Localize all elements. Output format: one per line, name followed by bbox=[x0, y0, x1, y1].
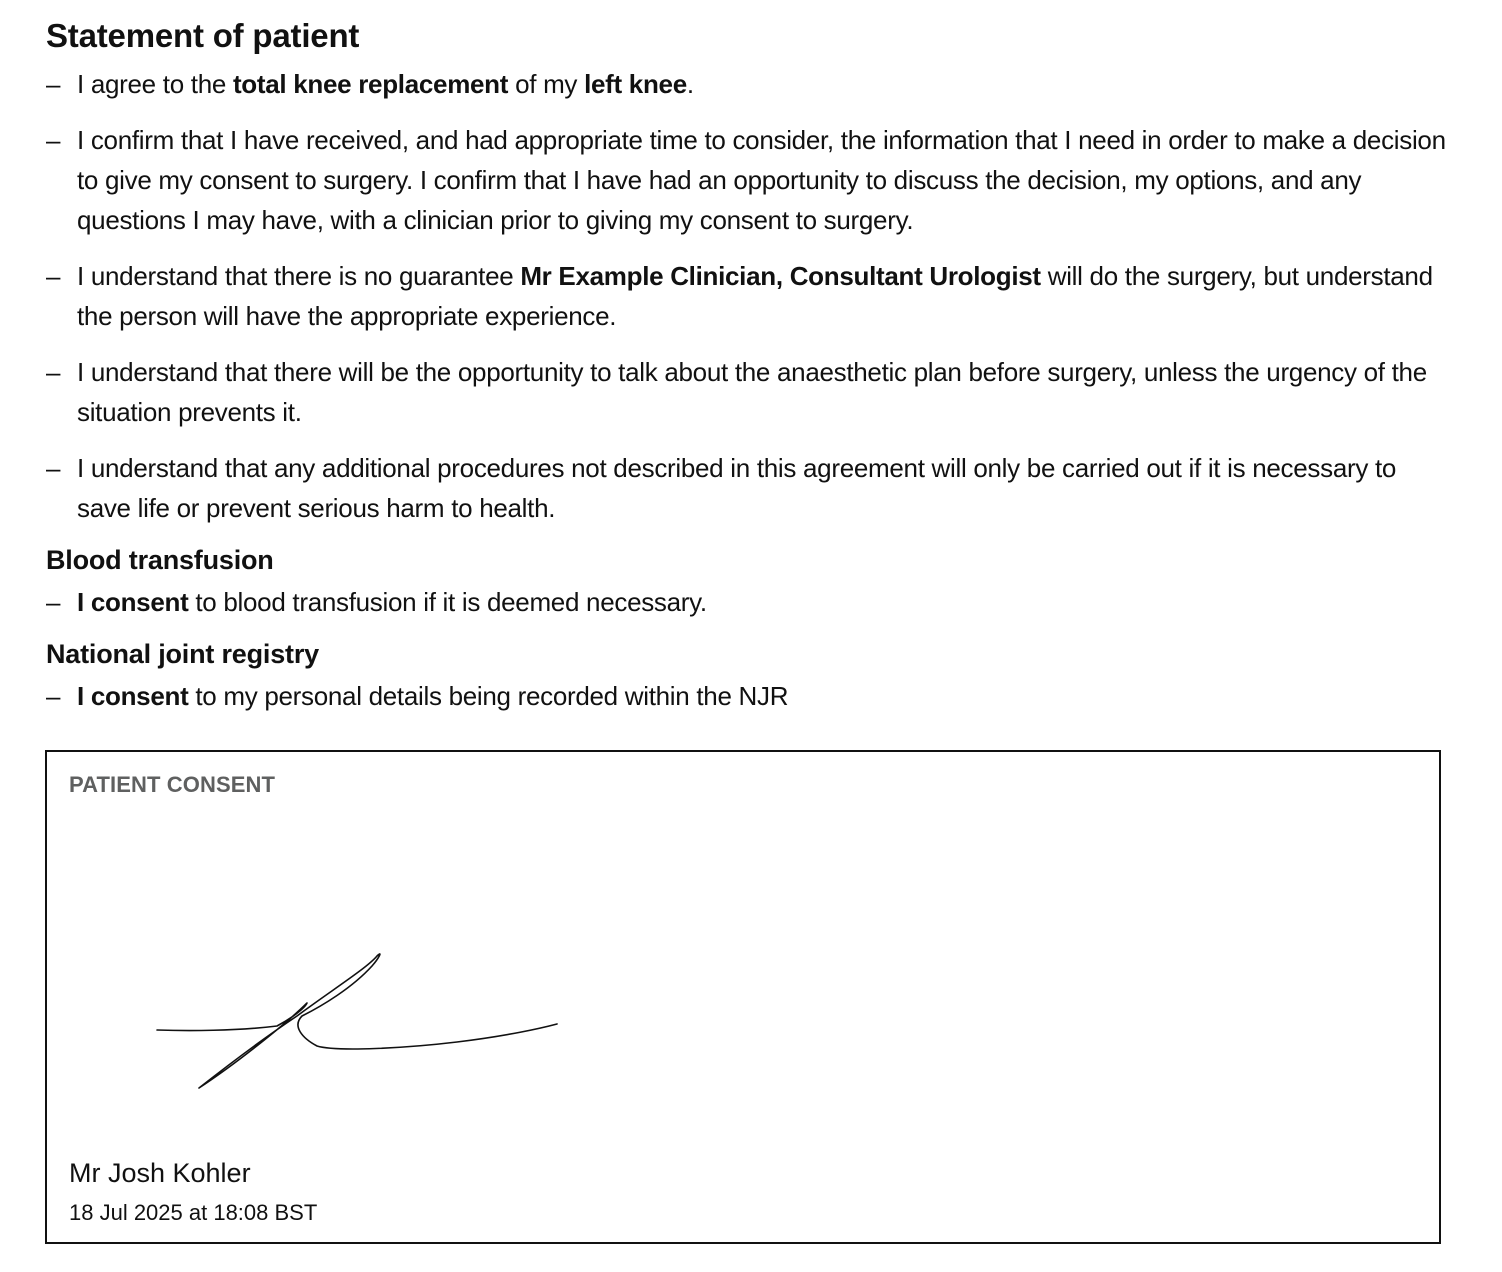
list-dash: – bbox=[46, 681, 61, 711]
list-dash: – bbox=[46, 69, 61, 99]
patient-consent-label: PATIENT CONSENT bbox=[69, 772, 276, 797]
statement-text: to my personal details being recorded within the NJR bbox=[188, 681, 789, 711]
statement-item-additional-procedures bbox=[46, 448, 1446, 528]
list-dash: – bbox=[46, 261, 61, 291]
consent-document bbox=[46, 14, 1446, 730]
njr-item bbox=[46, 676, 1446, 716]
statement-text: to blood transfusion if it is deemed necessary. bbox=[188, 587, 707, 617]
statement-item-clinician bbox=[46, 256, 1446, 336]
consent-emphasis: I consent bbox=[77, 681, 189, 711]
statement-title: Statement of patient bbox=[46, 17, 360, 54]
statement-text: will do the surgery, but understand the person will have the appropriate experience. bbox=[77, 261, 1433, 331]
statement-text: I understand that there is no guarantee bbox=[77, 261, 521, 291]
statement-text: I understand that any additional procedures not described in this agreement will only be carried out if it is necessary to save life or prevent serious harm to health. bbox=[77, 453, 1397, 523]
statement-text: . bbox=[686, 69, 694, 99]
list-dash: – bbox=[46, 453, 61, 483]
blood-transfusion-item bbox=[46, 582, 1446, 622]
patient-consent-box bbox=[45, 750, 1441, 1244]
list-dash: – bbox=[46, 125, 61, 155]
blood-transfusion-title: Blood transfusion bbox=[46, 545, 274, 575]
blood-transfusion-list bbox=[46, 582, 1446, 622]
procedure-site: left knee bbox=[584, 69, 687, 99]
statement-item-anaesthetic bbox=[46, 352, 1446, 432]
signer-name: Mr Josh Kohler bbox=[69, 1158, 251, 1188]
statement-list bbox=[46, 64, 1446, 528]
njr-list bbox=[46, 676, 1446, 716]
consent-emphasis: I consent bbox=[77, 587, 189, 617]
signature-image bbox=[147, 948, 567, 1098]
statement-item-procedure bbox=[46, 64, 1446, 104]
procedure-name: total knee replacement bbox=[232, 69, 509, 99]
statement-text: I agree to the bbox=[77, 69, 233, 99]
statement-text: I confirm that I have received, and had appropriate time to consider, the information that I need in order to make a decision to give my consent to surgery. I confirm that I have had an opportunity to discuss the decision, my options, and any questions I may have, with a clinician prior to giving my consent to surgery. bbox=[77, 125, 1446, 235]
statement-text: of my bbox=[508, 69, 585, 99]
njr-title: National joint registry bbox=[46, 639, 319, 669]
statement-item-information bbox=[46, 120, 1446, 240]
signed-timestamp: 18 Jul 2025 at 18:08 BST bbox=[69, 1200, 318, 1225]
clinician-name: Mr Example Clinician, Consultant Urologist bbox=[520, 261, 1041, 291]
statement-text: I understand that there will be the opportunity to talk about the anaesthetic plan before surgery, unless the urgency of the situation prevents it. bbox=[77, 357, 1427, 427]
list-dash: – bbox=[46, 587, 61, 617]
list-dash: – bbox=[46, 357, 61, 387]
